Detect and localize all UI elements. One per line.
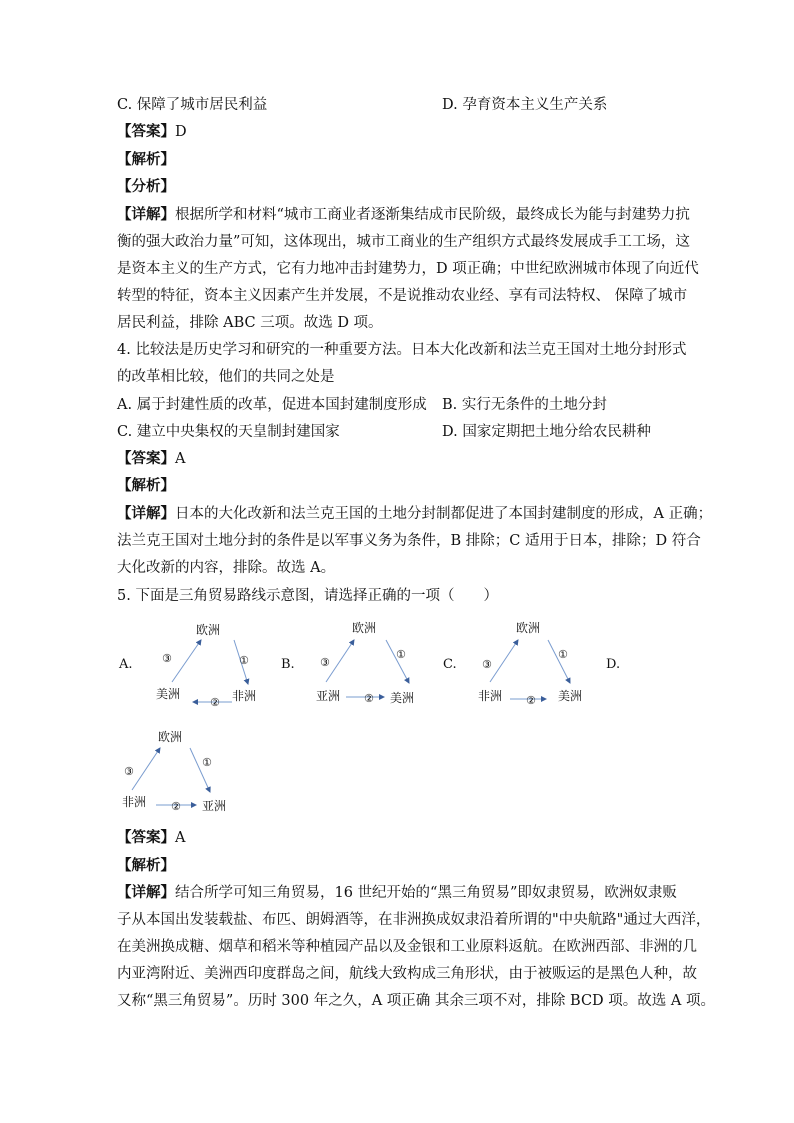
q3-option-d: D. 孕育资本主义生产关系 xyxy=(442,97,608,113)
q4-stem-line: 4. 比较法是历史学习和研究的一种重要方法。日本大化改新和法兰克王国对土地分封形式 xyxy=(117,342,687,358)
q3-detail-line: 衡的强大政治力量”可知，这体现出，城市工商业的生产组织方式最终发展成手工工场，这 xyxy=(117,234,690,250)
answer-value: A xyxy=(175,451,186,467)
route-3-arrow xyxy=(172,640,201,682)
q5-analysis-tag: 【解析】 xyxy=(117,857,175,874)
route-2-label: ② xyxy=(210,696,220,709)
route-3-arrow xyxy=(326,640,354,682)
q3-detail-line xyxy=(117,205,690,225)
q4-analysis-tag: 【解析】 xyxy=(117,477,175,494)
answer-value: A xyxy=(175,830,186,846)
route-1-arrow xyxy=(548,640,570,683)
detail-text: 日本的大化改新和法兰克王国的土地分封制都促进了本国封建制度的形成，A 正确； xyxy=(175,506,713,522)
triangle-diagram-d xyxy=(118,728,258,823)
node-right: 非洲 xyxy=(232,689,257,703)
q4-option-a: A. 属于封建性质的改革，促进本国封建制度形成 xyxy=(117,397,427,413)
answer-tag: 【答案】 xyxy=(117,450,175,467)
diagram-a-label: A. xyxy=(119,657,133,672)
node-left: 亚洲 xyxy=(316,689,341,703)
node-right: 亚洲 xyxy=(202,799,227,813)
node-left: 非洲 xyxy=(478,689,503,703)
diagram-b-label: B. xyxy=(281,657,295,672)
route-3-arrow xyxy=(490,640,518,682)
q4-detail-line xyxy=(117,504,712,524)
q4-answer xyxy=(117,449,185,469)
route-2-label: ② xyxy=(526,694,536,707)
answer-tag: 【答案】 xyxy=(117,123,175,140)
detail-tag: 【详解】 xyxy=(117,884,175,901)
node-top: 欧洲 xyxy=(196,623,221,637)
q4-detail-line: 大化改新的内容，排除。故选 A。 xyxy=(117,560,336,576)
q4-option-d: D. 国家定期把土地分给农民耕种 xyxy=(442,424,651,440)
q3-detail-line: 居民利益，排除 ABC 三项。故选 D 项。 xyxy=(117,315,383,331)
node-left: 美洲 xyxy=(156,687,181,701)
q4-option-b: B. 实行无条件的土地分封 xyxy=(442,397,607,413)
q5-detail-line: 内亚湾附近、美洲西印度群岛之间，航线大致构成三角形状，由于被贩运的是黑色人种，故 xyxy=(117,966,697,982)
diagram-c-label: C. xyxy=(443,657,457,672)
q5-stem: 5. 下面是三角贸易路线示意图，请选择正确的一项（ ） xyxy=(117,588,498,604)
triangle-diagram-a xyxy=(148,620,288,715)
detail-tag: 【详解】 xyxy=(117,505,175,522)
route-3-label: ③ xyxy=(124,765,134,778)
node-right: 美洲 xyxy=(390,691,415,705)
triangle-diagram-c xyxy=(474,620,614,715)
route-1-label: ① xyxy=(202,756,212,769)
route-3-arrow xyxy=(132,748,160,790)
route-1-arrow xyxy=(386,640,409,683)
detail-tag: 【详解】 xyxy=(117,206,175,223)
route-1-label: ① xyxy=(558,648,568,661)
q4-detail-line: 法兰克王国对土地分封的条件是以军事义务为条件，B 排除；C 适用于日本，排除；D 符合 xyxy=(117,533,701,549)
q4-stem-line: 的改革相比较，他们的共同之处是 xyxy=(117,369,335,385)
q3-option-c: C. 保障了城市居民利益 xyxy=(117,97,268,113)
q3-detail-line: 是资本主义的生产方式，它有力地冲击封建势力，D 项正确；中世纪欧洲城市体现了向近代 xyxy=(117,261,699,277)
route-3-label: ③ xyxy=(482,658,492,671)
route-3-label: ③ xyxy=(320,656,330,669)
detail-text: 结合所学可知三角贸易，16 世纪开始的“黑三角贸易”即奴隶贸易，欧洲奴隶贩 xyxy=(175,885,677,901)
q4-option-c: C. 建立中央集权的天皇制封建国家 xyxy=(117,424,340,440)
detail-text: 根据所学和材料“城市工商业者逐渐集结成市民阶级，最终成长为能与封建势力抗 xyxy=(175,207,690,223)
route-1-arrow xyxy=(190,748,210,792)
q5-detail-line: 子从本国出发装载盐、布匹、朗姆酒等，在非洲换成奴隶沿着所谓的"中央航路"通过大西洋， xyxy=(117,912,711,928)
node-right: 美洲 xyxy=(558,689,583,703)
route-3-label: ③ xyxy=(162,652,172,665)
route-2-label: ② xyxy=(364,692,374,705)
node-left: 非洲 xyxy=(122,795,147,809)
q5-detail-line xyxy=(117,883,677,903)
route-2-label: ② xyxy=(171,800,181,813)
answer-value: D xyxy=(175,124,187,140)
q5-detail-line: 又称“黑三角贸易”。历时 300 年之久，A 项正确 其余三项不对，排除 BCD 项。故选 A 项。 xyxy=(117,993,715,1009)
route-1-label: ① xyxy=(396,648,406,661)
diagram-d-label: D. xyxy=(606,657,621,672)
q3-answer xyxy=(117,122,187,142)
triangle-diagram-b xyxy=(312,620,452,715)
route-1-label: ① xyxy=(239,654,249,667)
answer-tag: 【答案】 xyxy=(117,829,175,846)
q3-detail-line: 转型的特征，资本主义因素产生并发展，不是说推动农业经、享有司法特权、 保障了城市 xyxy=(117,288,688,304)
node-top: 欧洲 xyxy=(352,621,377,635)
q5-detail-line: 在美洲换成糖、烟草和稻米等种植园产品以及金银和工业原料返航。在欧洲西部、非洲的几 xyxy=(117,939,697,955)
node-top: 欧洲 xyxy=(516,621,541,635)
node-top: 欧洲 xyxy=(158,730,183,744)
q3-fenxi-tag: 【分析】 xyxy=(117,178,175,195)
q5-answer xyxy=(117,828,185,848)
q3-analysis-tag: 【解析】 xyxy=(117,151,175,168)
